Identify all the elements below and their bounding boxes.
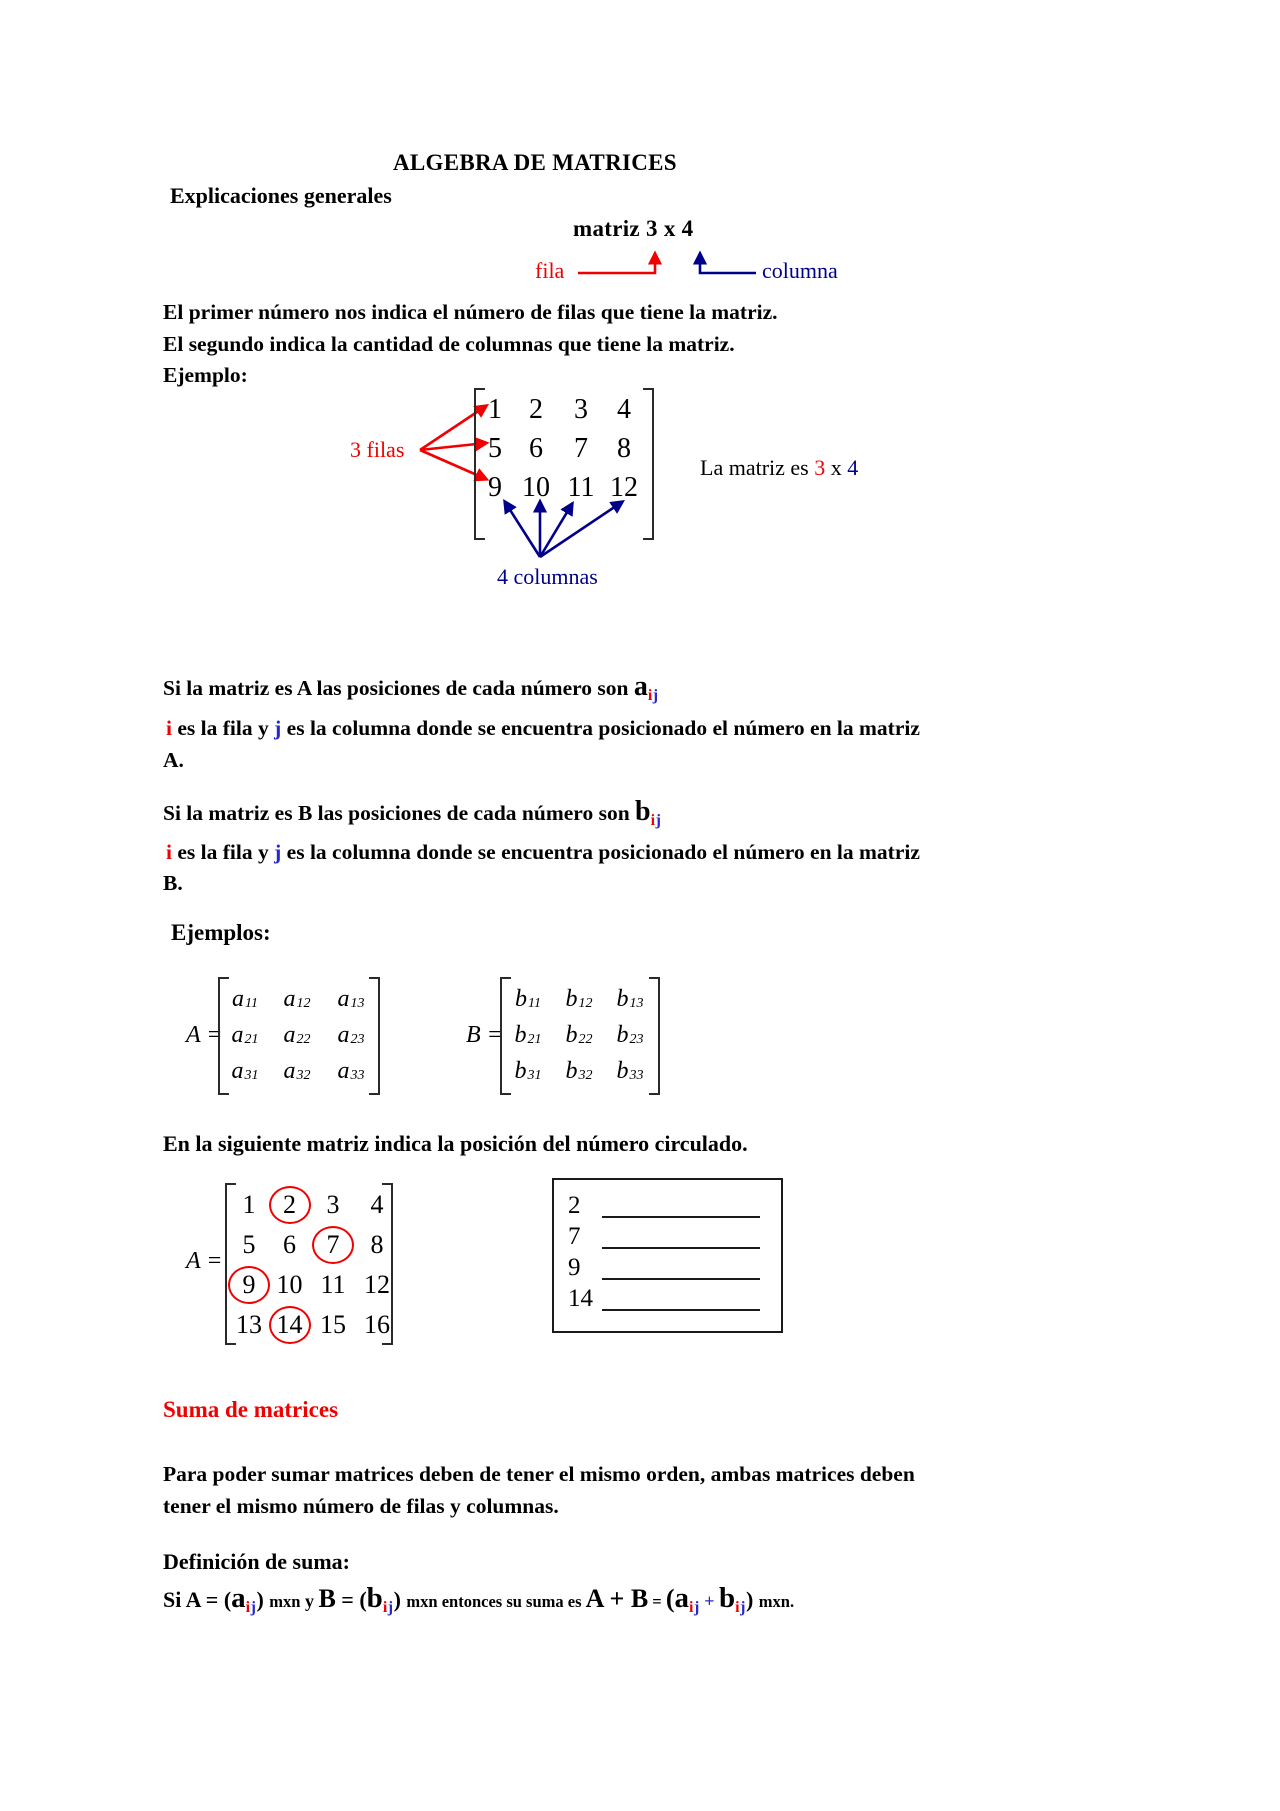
answer-blank (602, 1219, 760, 1249)
matrix-cell: 11 (567, 471, 595, 503)
position-b-line-3: B. (163, 871, 183, 895)
matrix-cell: 6 (529, 432, 543, 464)
columnas-label: 4 columnas (497, 564, 598, 589)
filas-label: 3 filas (350, 437, 405, 462)
answer-blank (602, 1250, 760, 1280)
matrix-cell: b $_{21}$ (514, 1021, 542, 1048)
fila-columna-arrows-icon (570, 242, 770, 278)
answer-blank (602, 1188, 760, 1218)
suma-line-2: tener el mismo número de filas y columnas. (163, 1493, 559, 1518)
matrix-cell: a $_{23}$ (337, 1021, 365, 1048)
matrix-cell: 4 (370, 1190, 384, 1219)
answer-row (568, 1188, 769, 1218)
matrix-cell: 10 (276, 1270, 303, 1299)
matrix-cell: 11 (320, 1270, 346, 1299)
answer-row (568, 1250, 769, 1280)
position-a-line-3: A. (163, 748, 184, 772)
matrix-cell: a $_{31}$ (231, 1057, 259, 1084)
suma-formula: Si A = (aij) mxn y B = (bij) mxn entonces su suma es A + B = (aij + bij) mxn. (163, 1582, 795, 1616)
exercise-matrix-grid (231, 1185, 400, 1345)
matrix-cell: 9 (488, 471, 502, 503)
matrix-cell: b $_{23}$ (616, 1021, 644, 1048)
matrix-b (500, 977, 660, 1095)
ejemplo-label: Ejemplo: (163, 363, 248, 387)
matrix-cell: b $_{33}$ (616, 1057, 644, 1084)
page-title: ALGEBRA DE MATRICES (393, 150, 677, 175)
answer-label: 2 (568, 1192, 581, 1219)
matrix-cell: b $_{32}$ (565, 1057, 593, 1084)
matrix-cell: 7 (574, 432, 588, 464)
matrix-b-label: B = (466, 1022, 503, 1048)
matrix-cell: 13 (236, 1310, 262, 1339)
position-b-line-1: Si la matriz es B las posiciones de cada número son $b_{ij}$ (163, 796, 662, 829)
matrix-cell: 1 (242, 1190, 256, 1219)
section-subtitle: Explicaciones generales (170, 183, 392, 208)
exercise-matrix-label: A = (186, 1248, 223, 1274)
matrix-cell: a $_{13}$ (337, 985, 365, 1012)
matrix-cell: a $_{32}$ (283, 1057, 311, 1084)
matrix-cell: 3 (574, 393, 588, 425)
position-b-line-2: i es la fila y j es la columna donde se encuentra posicionado el número en la matriz (166, 839, 920, 864)
matrix-a-label: A = (186, 1022, 223, 1048)
columna-label: columna (762, 258, 838, 283)
position-a-paragraph (163, 671, 920, 776)
matrix-cell: 1 (488, 393, 502, 425)
examples-heading: Ejemplos: (171, 920, 271, 945)
matrix-cell: 2 (529, 393, 543, 425)
suma-paragraph (163, 1459, 915, 1522)
answer-box (552, 1178, 783, 1333)
suma-line-1: Para poder sumar matrices deben de tener el mismo orden, ambas matrices deben (163, 1462, 915, 1486)
matrix-b-grid (502, 981, 656, 1089)
definition-heading: Definición de suma: (163, 1549, 350, 1574)
circled-number: 9 (231, 1265, 267, 1305)
suma-heading: Suma de matrices (163, 1397, 339, 1422)
position-a-line-1: Si la matriz es A las posiciones de cada número son $a_{ij}$ (163, 671, 659, 704)
intro-line-1: El primer número nos indica el número de filas que tiene la matriz. (163, 300, 778, 324)
matrix-cell: 8 (617, 432, 631, 464)
columnas-fan-arrows-icon (488, 494, 638, 564)
example-matrix-grid (478, 390, 646, 507)
matrix-cell: b $_{11}$ (515, 985, 541, 1012)
matrix-cell: b $_{31}$ (514, 1057, 542, 1084)
answer-row (568, 1219, 769, 1249)
matrix-size-label: matriz 3 x 4 (573, 216, 694, 241)
matrix-a-grid (220, 981, 378, 1089)
answer-label: 14 (568, 1285, 593, 1312)
matrix-cell: 6 (283, 1230, 296, 1259)
intro-paragraph (163, 297, 778, 392)
matrix-cell: b $_{22}$ (565, 1021, 593, 1048)
circled-number: 14 (267, 1305, 312, 1345)
matrix-cell: b $_{13}$ (616, 985, 644, 1012)
answer-row (568, 1281, 769, 1311)
matrix-cell: 16 (364, 1310, 390, 1339)
intro-line-2: El segundo indica la cantidad de columnas que tiene la matriz. (163, 331, 735, 356)
matrix-cell: 3 (326, 1190, 340, 1219)
matrix-cell: a $_{33}$ (337, 1057, 365, 1084)
matrix-a (218, 977, 380, 1095)
matrix-cell: 12 (610, 471, 638, 503)
exercise-prompt: En la siguiente matriz indica la posición del número circulado. (163, 1131, 748, 1156)
circled-number: 2 (267, 1185, 312, 1225)
matrix-cell: a $_{22}$ (283, 1021, 311, 1048)
matrix-cell: 4 (617, 393, 631, 425)
position-b-paragraph (163, 796, 920, 900)
exercise-matrix (225, 1183, 393, 1345)
matrix-cell: 15 (320, 1310, 346, 1339)
answer-blank (602, 1281, 760, 1311)
position-a-line-2: i es la fila y j es la columna donde se encuentra posicionado el número en la matriz (166, 716, 920, 740)
matrix-cell: a $_{11}$ (232, 985, 258, 1012)
answer-label: 9 (568, 1254, 581, 1281)
matrix-cell: a $_{12}$ (283, 985, 311, 1012)
circled-number: 7 (312, 1225, 354, 1265)
fila-label: fila (535, 258, 565, 283)
matrix-cell: 12 (364, 1270, 390, 1299)
answer-label: 7 (568, 1223, 581, 1250)
matrix-caption: La matriz es 3 x 4 (700, 455, 859, 480)
matrix-cell: 5 (488, 432, 502, 464)
matrix-cell: b $_{12}$ (565, 985, 593, 1012)
matrix-cell: a $_{21}$ (231, 1021, 259, 1048)
matrix-cell: 8 (370, 1230, 384, 1259)
matrix-cell: 5 (242, 1230, 256, 1259)
matrix-cell: 10 (522, 471, 550, 503)
